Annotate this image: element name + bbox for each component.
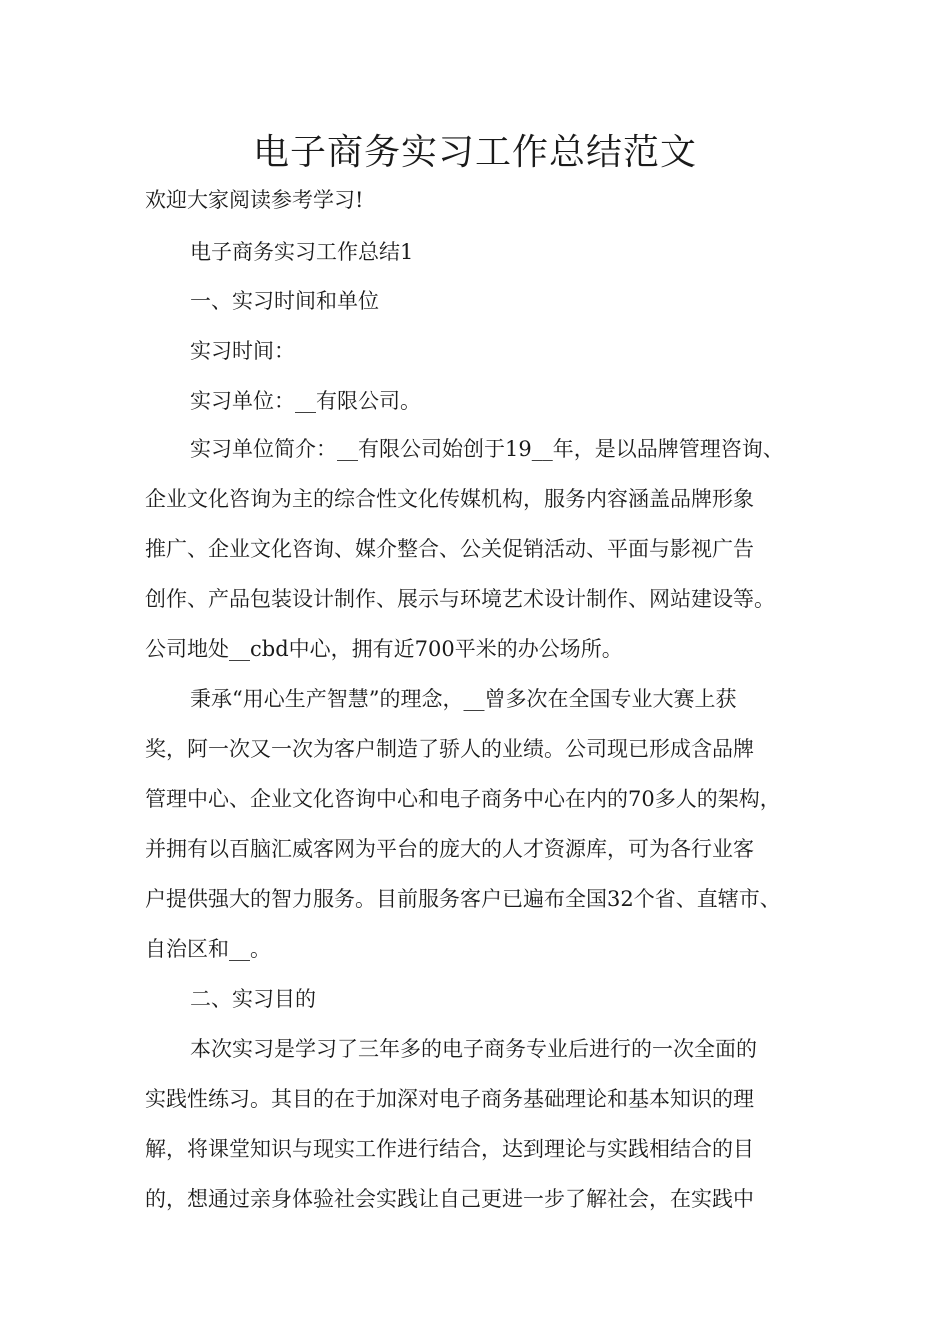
paragraph-line: 自治区和__。 <box>145 937 271 961</box>
paragraph-line: 实习单位简介：__有限公司始创于19__年，是以品牌管理咨询、 <box>190 437 784 461</box>
paragraph-line: 实践性练习。其目的在于加深对电子商务基础理论和基本知识的理 <box>145 1087 754 1111</box>
intro-text: 欢迎大家阅读参考学习! <box>145 188 364 212</box>
paragraph-line: 管理中心、企业文化咨询中心和电子商务中心在内的70多人的架构， <box>145 787 781 811</box>
heading-internship-purpose: 二、实习目的 <box>190 987 316 1011</box>
paragraph-line: 秉承“用心生产智慧”的理念，__曾多次在全国专业大赛上获 <box>190 687 737 711</box>
paragraph-line: 本次实习是学习了三年多的电子商务专业后进行的一次全面的 <box>190 1037 757 1061</box>
paragraph-line: 公司地处__cbd中心，拥有近700平米的办公场所。 <box>145 637 623 661</box>
paragraph-line: 解，将课堂知识与现实工作进行结合，达到理论与实践相结合的目 <box>145 1137 754 1161</box>
section-title: 电子商务实习工作总结1 <box>190 240 414 264</box>
paragraph-line: 企业文化咨询为主的综合性文化传媒机构，服务内容涵盖品牌形象 <box>145 487 754 511</box>
heading-internship-time-unit: 一、实习时间和单位 <box>190 289 379 313</box>
document-title: 电子商务实习工作总结范文 <box>252 132 697 173</box>
paragraph-line: 创作、产品包装设计制作、展示与环境艺术设计制作、网站建设等。 <box>145 587 775 611</box>
paragraph-line: 奖，阿一次又一次为客户制造了骄人的业绩。公司现已形成含品牌 <box>145 737 754 761</box>
paragraph-line: 的，想通过亲身体验社会实践让自己更进一步了解社会，在实践中 <box>145 1187 754 1211</box>
paragraph-line: 户提供强大的智力服务。目前服务客户已遍布全国32个省、直辖市、 <box>145 887 781 911</box>
paragraph-line: 并拥有以百脑汇威客网为平台的庞大的人才资源库，可为各行业客 <box>145 837 754 861</box>
internship-time-label: 实习时间： <box>190 339 295 363</box>
paragraph-line: 推广、企业文化咨询、媒介整合、公关促销活动、平面与影视广告 <box>145 537 754 561</box>
internship-unit-label: 实习单位：__有限公司。 <box>190 389 421 413</box>
